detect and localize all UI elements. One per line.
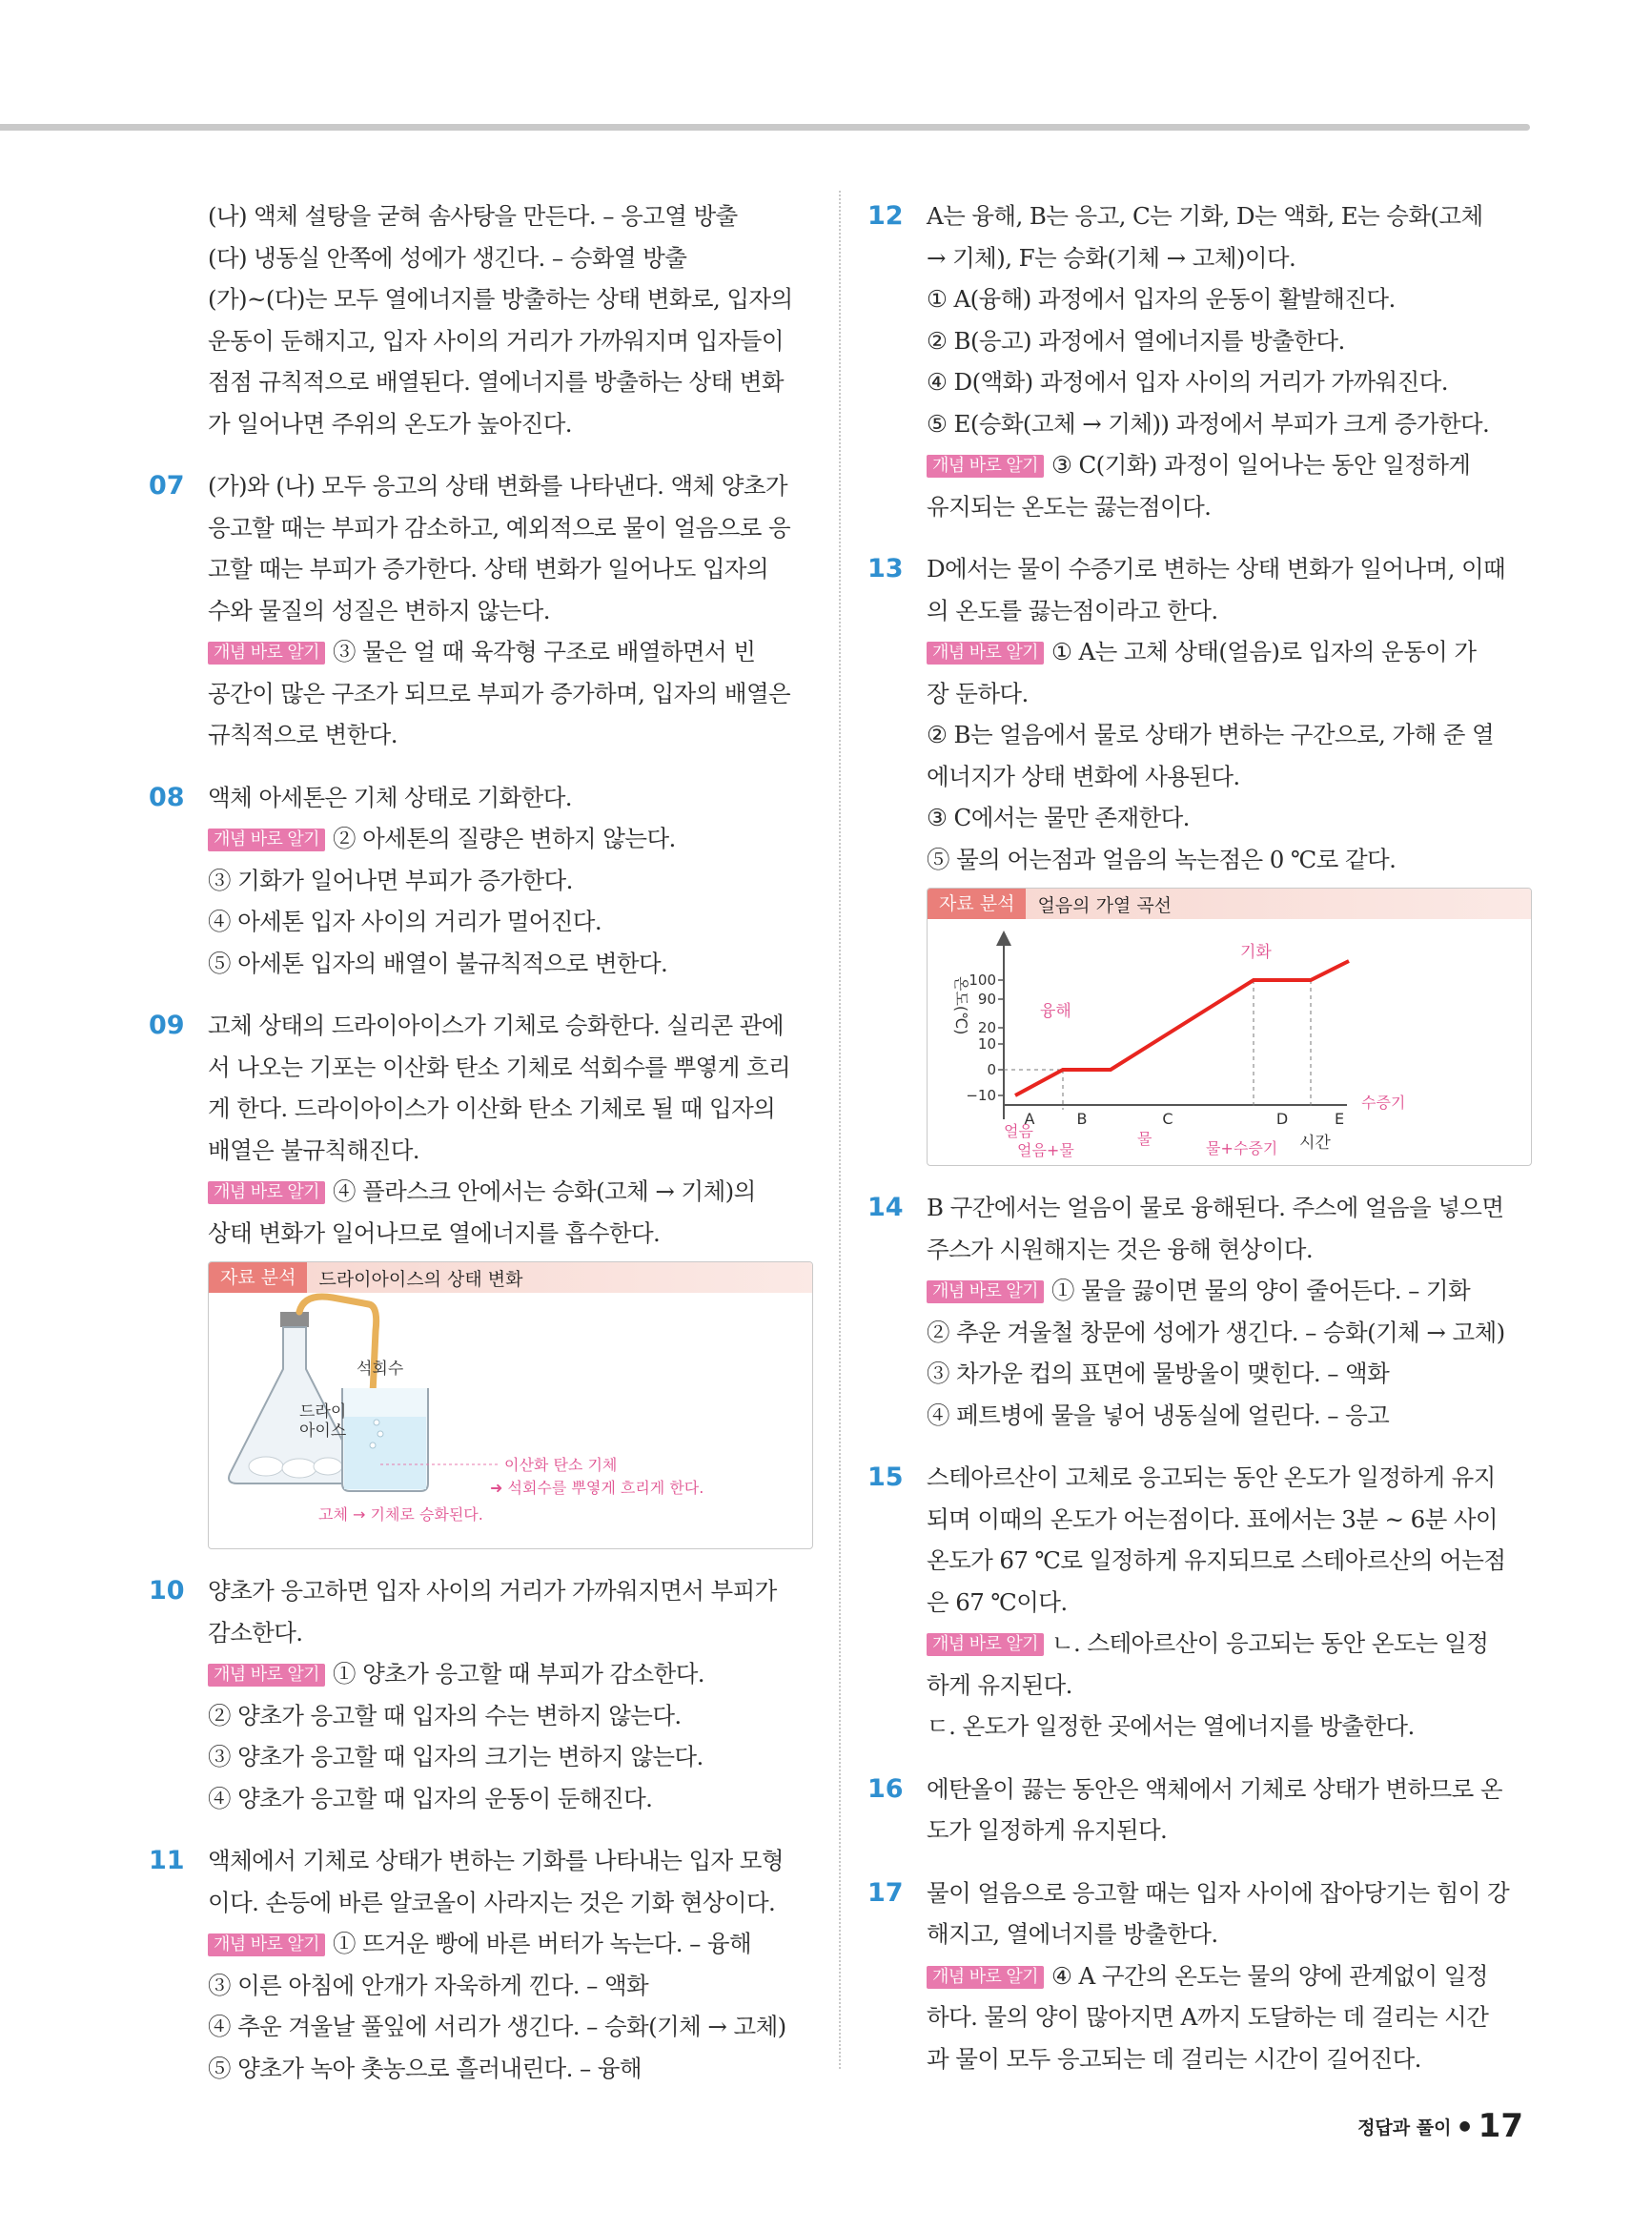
box-title: 드라이아이스의 상태 변화 bbox=[318, 1268, 523, 1290]
concept-tag: 개념 바로 알기 bbox=[208, 1181, 325, 1204]
concept-tag: 개념 바로 알기 bbox=[927, 1633, 1044, 1656]
question-number: 07 bbox=[149, 471, 185, 501]
text-line: ① A(융해) 과정에서 입자의 운동이 활발해진다. bbox=[927, 285, 1396, 313]
text-line bbox=[208, 1653, 813, 1695]
text-line: 주스가 시원해지는 것은 융해 현상이다. bbox=[927, 1235, 1314, 1263]
text-line: ③ C에서는 물만 존재한다. bbox=[927, 804, 1190, 831]
flask-icon bbox=[229, 1312, 360, 1483]
label-water-vapor-mix: 물+수증기 bbox=[1206, 1139, 1278, 1157]
question-number: 17 bbox=[867, 1877, 904, 1908]
answer-09 bbox=[149, 1005, 813, 1549]
tag-text: ① 양초가 응고할 때 부피가 감소한다. bbox=[332, 1660, 704, 1688]
text-line bbox=[927, 631, 1532, 673]
text-line: 되며 이때의 온도가 어는점이다. 표에서는 3분 ~ 6분 사이 bbox=[927, 1504, 1498, 1533]
segment-label: B bbox=[1076, 1110, 1088, 1128]
label-dry-ice-2: 아이스 bbox=[299, 1422, 347, 1441]
text-line: ③ 이른 아침에 안개가 자욱하게 낀다. – 액화 bbox=[208, 1971, 649, 1999]
segment-label: A bbox=[1024, 1110, 1035, 1128]
text-line: 고할 때는 부피가 증가한다. 상태 변화가 일어나도 입자의 bbox=[208, 555, 769, 583]
text-line: 에너지가 상태 변화에 사용된다. bbox=[927, 762, 1240, 790]
text-line: ⑤ 아세톤 입자의 배열이 불규칙적으로 변한다. bbox=[208, 949, 668, 977]
label-cloudy-text: 석회수를 뿌옇게 흐리게 한다. bbox=[507, 1479, 704, 1497]
label-water: 물 bbox=[1137, 1130, 1152, 1148]
text-line: 에탄올이 끓는 동안은 액체에서 기체로 상태가 변하므로 온 bbox=[927, 1774, 1502, 1803]
y-tick-label: 10 bbox=[977, 1035, 996, 1053]
tag-text: ㄴ. 스테아르산이 응고되는 동안 온도는 일정 bbox=[1050, 1629, 1489, 1657]
segment-label: E bbox=[1334, 1110, 1345, 1128]
tag-text: ④ A 구간의 온도는 물의 양에 관계없이 일정 bbox=[1050, 1961, 1488, 1990]
text-line: ④ 추운 겨울날 풀잎에 서리가 생긴다. – 승화(기체 → 고체) bbox=[208, 2013, 786, 2040]
segment-label: C bbox=[1162, 1110, 1173, 1128]
text-line: 게 한다. 드라이아이스가 이산화 탄소 기체로 될 때 입자의 bbox=[208, 1095, 776, 1122]
answer-14 bbox=[867, 1187, 1532, 1436]
text-line: ③ 차가운 컵의 표면에 물방울이 맺힌다. – 액화 bbox=[927, 1360, 1390, 1387]
y-tick-label: 100 bbox=[969, 972, 996, 989]
concept-tag: 개념 바로 알기 bbox=[927, 1280, 1044, 1303]
box-tag: 자료 분석 bbox=[928, 889, 1026, 919]
concept-tag: 개념 바로 알기 bbox=[927, 1966, 1044, 1989]
question-number: 11 bbox=[149, 1846, 185, 1875]
page-number: 17 bbox=[1478, 2107, 1523, 2145]
y-axis-label: 온도(℃) bbox=[952, 976, 970, 1035]
concept-tag: 개념 바로 알기 bbox=[927, 642, 1044, 665]
text-line bbox=[927, 1270, 1532, 1312]
text-line: 응고할 때는 부피가 감소하고, 예외적으로 물이 얼음으로 응 bbox=[208, 513, 791, 542]
heating-curve-chart bbox=[928, 919, 1532, 1163]
text-line: ④ 페트병에 물을 넣어 냉동실에 얼린다. – 응고 bbox=[927, 1401, 1390, 1429]
text-line: 가 일어나면 주위의 온도가 높아진다. bbox=[208, 409, 572, 438]
tag-text: ① 물을 끓이면 물의 양이 줄어든다. – 기화 bbox=[1050, 1277, 1471, 1304]
text-line: B 구간에서는 얼음이 물로 융해된다. 주스에 얼음을 넣으면 bbox=[927, 1194, 1504, 1221]
text-line: 의 온도를 끓는점이라고 한다. bbox=[927, 596, 1218, 624]
answer-17 bbox=[867, 1872, 1532, 2080]
text-line bbox=[927, 1623, 1532, 1665]
column-divider bbox=[839, 191, 841, 2069]
y-tick-label: −10 bbox=[966, 1087, 996, 1104]
tag-text: ① 뜨거운 빵에 바른 버터가 녹는다. – 융해 bbox=[332, 1930, 752, 1957]
box-title: 얼음의 가열 곡선 bbox=[1037, 894, 1173, 916]
label-dry-ice-1: 드라이 bbox=[299, 1402, 347, 1422]
question-number: 16 bbox=[867, 1773, 904, 1804]
text-line bbox=[208, 1171, 813, 1213]
text-line: ④ D(액화) 과정에서 입자 사이의 거리가 가까워진다. bbox=[927, 368, 1448, 396]
answer-15 bbox=[867, 1457, 1532, 1748]
text-line: 상태 변화가 일어나므로 열에너지를 흡수한다. bbox=[208, 1218, 661, 1247]
segment-label: D bbox=[1275, 1110, 1289, 1128]
text-line: 공간이 많은 구조가 되므로 부피가 증가하며, 입자의 배열은 bbox=[208, 679, 791, 707]
text-line: 과 물이 모두 응고되는 데 걸리는 시간이 길어진다. bbox=[927, 2044, 1421, 2073]
top-rule bbox=[0, 124, 1530, 131]
text-line: ② 양초가 응고할 때 입자의 수는 변하지 않는다. bbox=[208, 1701, 682, 1729]
bullet-icon: ● bbox=[1458, 2118, 1471, 2134]
right-column bbox=[867, 195, 1532, 2100]
text-line: 서 나오는 기포는 이산화 탄소 기체로 석회수를 뿌옇게 흐리 bbox=[208, 1053, 791, 1081]
intro-continuation bbox=[208, 195, 813, 444]
text-line: A는 융해, B는 응고, C는 기화, D는 액화, E는 승화(고체 bbox=[927, 202, 1483, 230]
page-footer bbox=[1357, 2107, 1523, 2145]
text-line bbox=[208, 631, 813, 673]
answer-08 bbox=[149, 777, 813, 985]
text-line: ④ 양초가 응고할 때 입자의 운동이 둔해진다. bbox=[208, 1784, 653, 1812]
data-analysis-box-heating-curve bbox=[927, 888, 1532, 1166]
text-line: 액체에서 기체로 상태가 변하는 기화를 나타내는 입자 모형 bbox=[208, 1847, 784, 1874]
text-line: 장 둔하다. bbox=[927, 679, 1029, 707]
text-line bbox=[208, 1923, 813, 1965]
text-line: (다) 냉동실 안쪽에 성에가 생긴다. – 승화열 방출 bbox=[208, 243, 687, 272]
dry-ice-illustration bbox=[209, 1293, 813, 1546]
question-number: 12 bbox=[867, 201, 904, 231]
label-limewater: 석회수 bbox=[357, 1360, 404, 1379]
question-number: 08 bbox=[149, 782, 185, 812]
text-line: 규칙적으로 변한다. bbox=[208, 721, 398, 748]
box-header bbox=[928, 889, 1531, 919]
beaker-icon bbox=[342, 1388, 428, 1491]
label-vapor: 수증기 bbox=[1361, 1094, 1406, 1112]
text-line: 물이 얼음으로 응고할 때는 입자 사이에 잡아당기는 힘이 강 bbox=[927, 1878, 1510, 1907]
text-line: (가)~(다)는 모두 열에너지를 방출하는 상태 변화로, 입자의 bbox=[208, 285, 793, 313]
y-tick-label: 90 bbox=[977, 991, 996, 1008]
text-line: ④ 아세톤 입자 사이의 거리가 멀어진다. bbox=[208, 908, 602, 935]
text-line bbox=[927, 444, 1532, 486]
text-line: 유지되는 온도는 끓는점이다. bbox=[927, 492, 1212, 521]
answer-07 bbox=[149, 465, 813, 756]
label-ice: 얼음 bbox=[1004, 1122, 1033, 1140]
question-number: 09 bbox=[149, 1011, 185, 1040]
concept-tag: 개념 바로 알기 bbox=[208, 1664, 325, 1687]
tag-text: ③ 물은 얼 때 육각형 구조로 배열하면서 빈 bbox=[332, 638, 756, 665]
y-tick-label: 20 bbox=[977, 1019, 996, 1036]
answer-10 bbox=[149, 1570, 813, 1819]
text-line: (가)와 (나) 모두 응고의 상태 변화를 나타낸다. 액체 양초가 bbox=[208, 472, 787, 500]
question-number: 14 bbox=[867, 1193, 904, 1222]
text-line: 액체 아세톤은 기체 상태로 기화한다. bbox=[208, 783, 572, 811]
text-line: 하다. 물의 양이 많아지면 A까지 도달하는 데 걸리는 시간 bbox=[927, 2003, 1489, 2031]
text-line: 이다. 손등에 바른 알코올이 사라지는 것은 기화 현상이다. bbox=[208, 1888, 776, 1916]
concept-tag: 개념 바로 알기 bbox=[927, 455, 1044, 478]
label-boiling: 기화 bbox=[1240, 943, 1272, 962]
data-analysis-box-dry-ice bbox=[208, 1261, 813, 1549]
text-line: → 기체), F는 승화(기체 → 고체)이다. bbox=[927, 243, 1296, 272]
concept-tag: 개념 바로 알기 bbox=[208, 1933, 325, 1956]
box-header bbox=[209, 1262, 812, 1293]
tag-text: ④ 플라스크 안에서는 승화(고체 → 기체)의 bbox=[332, 1177, 756, 1205]
text-line: 온도가 67 ℃로 일정하게 유지되므로 스테아르산의 어는점 bbox=[927, 1546, 1506, 1574]
text-line: 운동이 둔해지고, 입자 사이의 거리가 가까워지며 입자들이 bbox=[208, 326, 784, 355]
left-column bbox=[149, 195, 813, 2110]
text-line: ⑤ 양초가 녹아 촛농으로 흘러내린다. – 융해 bbox=[208, 2054, 642, 2082]
concept-tag: 개념 바로 알기 bbox=[208, 829, 325, 851]
text-line: 도가 일정하게 유지된다. bbox=[927, 1816, 1168, 1844]
answer-16 bbox=[867, 1769, 1532, 1852]
label-melting: 융해 bbox=[1040, 1002, 1071, 1021]
text-line: 은 67 ℃이다. bbox=[927, 1587, 1068, 1616]
footer-label: 정답과 풀이 bbox=[1357, 2117, 1452, 2138]
answer-12 bbox=[867, 195, 1532, 527]
text-line: ⑤ E(승화(고체 → 기체)) 과정에서 부피가 크게 증가한다. bbox=[927, 409, 1490, 438]
text-line: ② B(응고) 과정에서 열에너지를 방출한다. bbox=[927, 326, 1345, 355]
text-line bbox=[927, 1955, 1532, 1997]
text-line: ㄷ. 온도가 일정한 곳에서는 열에너지를 방출한다. bbox=[927, 1712, 1415, 1740]
question-number: 15 bbox=[867, 1463, 904, 1492]
answer-11 bbox=[149, 1840, 813, 2089]
heating-curve-line bbox=[1015, 961, 1349, 1095]
text-line bbox=[208, 818, 813, 860]
box-tag: 자료 분석 bbox=[209, 1262, 307, 1293]
text-line: ② 추운 겨울철 창문에 성에가 생긴다. – 승화(기체 → 고체) bbox=[927, 1318, 1505, 1346]
text-line: 감소한다. bbox=[208, 1618, 303, 1647]
text-line: ⑤ 물의 어는점과 얼음의 녹는점은 0 ℃로 같다. bbox=[927, 845, 1397, 873]
label-co2: 이산화 탄소 기체 bbox=[504, 1456, 618, 1474]
text-line: 고체 상태의 드라이아이스가 기체로 승화한다. 실리콘 관에 bbox=[208, 1012, 784, 1039]
text-line: 하게 유지된다. bbox=[927, 1670, 1072, 1699]
text-line: 점점 규칙적으로 배열된다. 열에너지를 방출하는 상태 변화 bbox=[208, 368, 784, 396]
tag-text: ② 아세톤의 질량은 변하지 않는다. bbox=[332, 825, 676, 852]
text-line: 양초가 응고하면 입자 사이의 거리가 가까워지면서 부피가 bbox=[208, 1577, 777, 1605]
text-line: 배열은 불규칙해진다. bbox=[208, 1135, 419, 1164]
y-tick-label: 0 bbox=[987, 1061, 996, 1078]
answer-13 bbox=[867, 548, 1532, 1166]
question-number: 10 bbox=[149, 1576, 185, 1606]
tag-text: ③ C(기화) 과정이 일어나는 동안 일정하게 bbox=[1050, 451, 1471, 479]
label-cloudy: ➜ 석회수를 뿌옇게 흐리게 한다. bbox=[490, 1479, 704, 1497]
text-line: 수와 물질의 성질은 변하지 않는다. bbox=[208, 596, 550, 624]
text-line: ② B는 얼음에서 물로 상태가 변하는 구간으로, 가해 준 열 bbox=[927, 721, 1495, 748]
text-line: (나) 액체 설탕을 굳혀 솜사탕을 만든다. – 응고열 방출 bbox=[208, 202, 738, 230]
text-line: ③ 기화가 일어나면 부피가 증가한다. bbox=[208, 866, 573, 894]
x-axis-label: 시간 bbox=[1299, 1134, 1331, 1153]
text-line: 스테아르산이 고체로 응고되는 동안 온도가 일정하게 유지 bbox=[927, 1463, 1496, 1491]
text-line: ③ 양초가 응고할 때 입자의 크기는 변하지 않는다. bbox=[208, 1743, 704, 1770]
concept-tag: 개념 바로 알기 bbox=[208, 642, 325, 665]
tag-text: ① A는 고체 상태(얼음)로 입자의 운동이 가 bbox=[1050, 638, 1477, 665]
label-sublimation: 고체 → 기체로 승화된다. bbox=[318, 1505, 483, 1524]
question-number: 13 bbox=[867, 554, 904, 583]
text-line: 해지고, 열에너지를 방출한다. bbox=[927, 1920, 1218, 1948]
text-line: D에서는 물이 수증기로 변하는 상태 변화가 일어나며, 이때 bbox=[927, 555, 1506, 583]
label-ice-water: 얼음+물 bbox=[1017, 1141, 1074, 1159]
